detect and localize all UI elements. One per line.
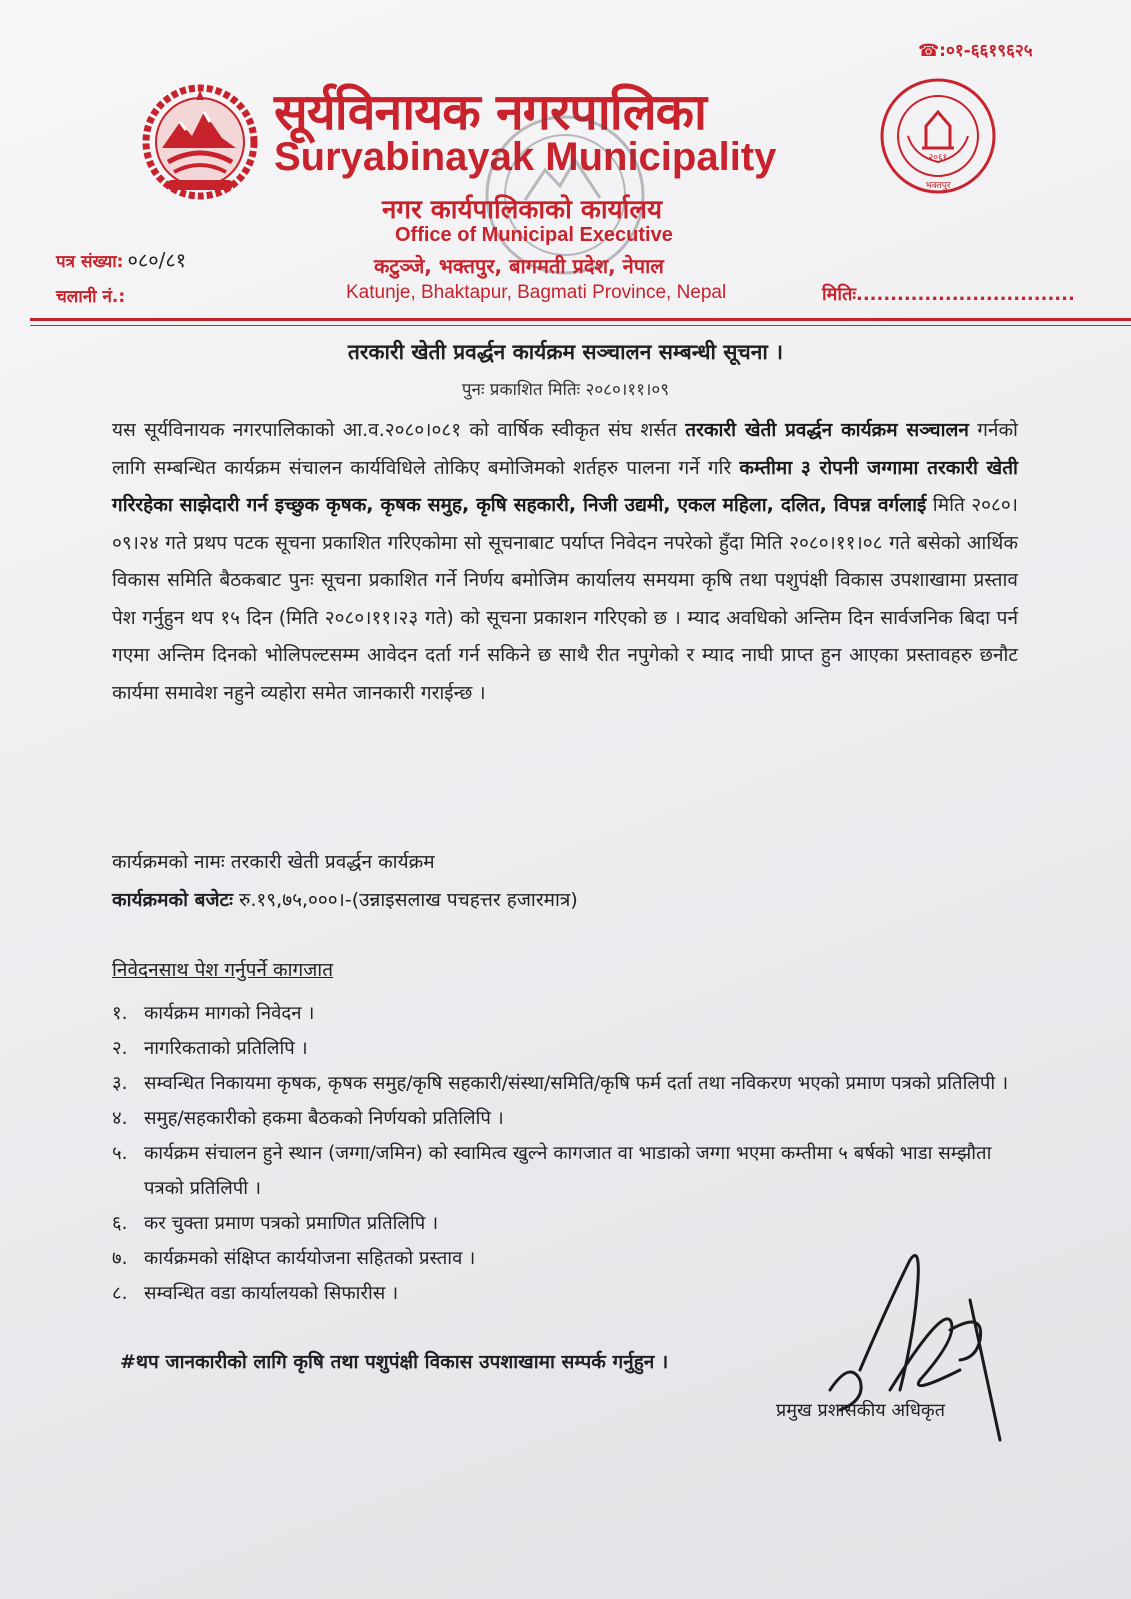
municipality-name-en: Suryabinayak Municipality bbox=[274, 135, 777, 179]
date-label: मितिः................................ bbox=[822, 284, 1075, 305]
office-name-en: Office of Municipal Executive bbox=[395, 224, 673, 246]
body-text-2-bold: कम्तीमा ३ रोपनी जग्गामा तरकारी खेती गरिरहेका साझेदारी गर्न इच्छुक कृषक, कृषक समुह, कृषि सहकारी, निजी उद्यमी, एकल महिला, दलित, विपन्न वर्गलाई bbox=[112, 456, 1018, 516]
nepal-emblem-icon bbox=[140, 82, 260, 200]
seal-place: भक्तपुर bbox=[925, 181, 951, 191]
letter-number bbox=[56, 246, 186, 273]
program-name: कार्यक्रमको नामः तरकारी खेती प्रवर्द्धन कार्यक्रम bbox=[112, 851, 435, 873]
address-np: कटुञ्जे, भक्तपुर, बागमती प्रदेश, नेपाल bbox=[374, 254, 664, 278]
body-text-1-bold: तरकारी खेती प्रवर्द्धन कार्यक्रम सञ्चालन bbox=[685, 419, 969, 441]
address-en: Katunje, Bhaktapur, Bagmati Province, Nepal bbox=[346, 282, 727, 303]
municipality-name-np: सूर्यविनायक नगरपालिका bbox=[274, 83, 706, 141]
signatory-title: प्रमुख प्रशासकीय अधिकृत bbox=[776, 1400, 945, 1421]
notice-body bbox=[112, 412, 1018, 712]
list-item: ३. सम्वन्धित निकायमा कृषक, कृषक समुह/कृषि सहकारी/संस्था/समिति/कृषि फर्म दर्ता तथा नविकरण भएको प्रमाण पत्रको प्रतिलिपी । bbox=[112, 1073, 1009, 1094]
dispatch-number-label: चलानी नं.: bbox=[56, 287, 126, 307]
letter-number-value: ०८०/८१ bbox=[127, 248, 187, 272]
list-item: ४. समुह/सहकारीको हकमा बैठकको निर्णयको प्रतिलिपि । bbox=[112, 1108, 504, 1129]
list-item: २. नागरिकताको प्रतिलिपि । bbox=[112, 1038, 308, 1059]
header-divider bbox=[30, 318, 1131, 321]
program-budget bbox=[112, 886, 578, 912]
body-text-2: गर्नको लागि सम्बन्धित कार्यक्रम संचालन कार्यविधिले तोकिए बमोजिमको शर्तहरु पालना गर्ने गरि bbox=[112, 419, 1018, 479]
list-item: १. कार्यक्रम मागको निवेदन । bbox=[112, 1003, 315, 1024]
program-budget-value: रु.१९,७५,०००।-(उन्नाइसलाख पचहत्तर हजारमात्र) bbox=[232, 889, 578, 911]
documents-heading: निवेदनसाथ पेश गर्नुपर्ने कागजात bbox=[112, 959, 334, 981]
letter-number-label: पत्र संख्या: bbox=[56, 252, 124, 272]
list-item: ५. कार्यक्रम संचालन हुने स्थान (जग्गा/जमिन) को स्वामित्व खुल्ने कागजात वा भाडाको जग्गा भएमा कम्तीमा ५ बर्षको भाडा सम्झौता पत्रको प्रतिलिपी । bbox=[112, 1143, 992, 1199]
header-divider-thin bbox=[30, 325, 1131, 326]
contact-note: #थप जानकारीको लागि कृषि तथा पशुपंक्षी विकास उपशाखामा सम्पर्क गर्नुहुन । bbox=[120, 1351, 669, 1373]
seal-year: २०६१ bbox=[928, 153, 948, 163]
body-text-1: यस सूर्यविनायक नगरपालिकाको आ.व.२०८०।०८१ को वार्षिक स्वीकृत संघ शर्सत bbox=[112, 419, 686, 441]
office-name-np: नगर कार्यपालिकाको कार्यालय bbox=[382, 195, 663, 225]
program-budget-label: कार्यक्रमको बजेटः bbox=[112, 889, 233, 911]
list-item: ८. सम्वन्धित वडा कार्यालयको सिफारीस । bbox=[112, 1283, 399, 1304]
phone-number: ☎:०१-६६१९६२५ bbox=[918, 41, 1033, 61]
republished-date: पुनः प्रकाशित मितिः २०८०।११।०९ bbox=[461, 380, 670, 400]
municipality-seal-icon bbox=[878, 76, 998, 196]
body-text-3: मिति २०८०।०९।२४ गते प्रथप पटक सूचना प्रकाशित गरिएकोमा सो सूचनाबाट पर्याप्त निवेदन नपरेको हुँदा मिति २०८०।११।०८ गते बसेको आर्थिक विकास समिति बैठकबाट पुनः सूचना प्रकाशित गर्ने निर्णय बमोजिम कार्यालय समयमा कृषि तथा पशुपंक्षी विकास उपशाखामा प्रस्ताव पेश गर्नुहुन थप १५ दिन (मिति २०८०।११।२३ गते) को सूचना प्रकाशन गरिएको छ । म्याद अवधिको अन्तिम दिन सार्वजनिक बिदा पर्न गएमा अन्तिम दिनको भोलिपल्टसम्म आवेदन दर्ता गर्न सकिने छ साथै रीत नपुगेको र म्याद नाघी प्राप्त हुन आएका प्रस्तावहरु छनौट कार्यमा समावेश नहुने व्यहोरा समेत जानकारी गराईन्छ । bbox=[112, 494, 1018, 704]
notice-subject: तरकारी खेती प्रवर्द्धन कार्यक्रम सञ्चालन सम्बन्धी सूचना । bbox=[347, 340, 784, 364]
list-item: ६. कर चुक्ता प्रमाण पत्रको प्रमाणित प्रतिलिपि । bbox=[112, 1213, 439, 1234]
list-item: ७. कार्यक्रमको संक्षिप्त कार्ययोजना सहितको प्रस्ताव । bbox=[112, 1248, 476, 1269]
